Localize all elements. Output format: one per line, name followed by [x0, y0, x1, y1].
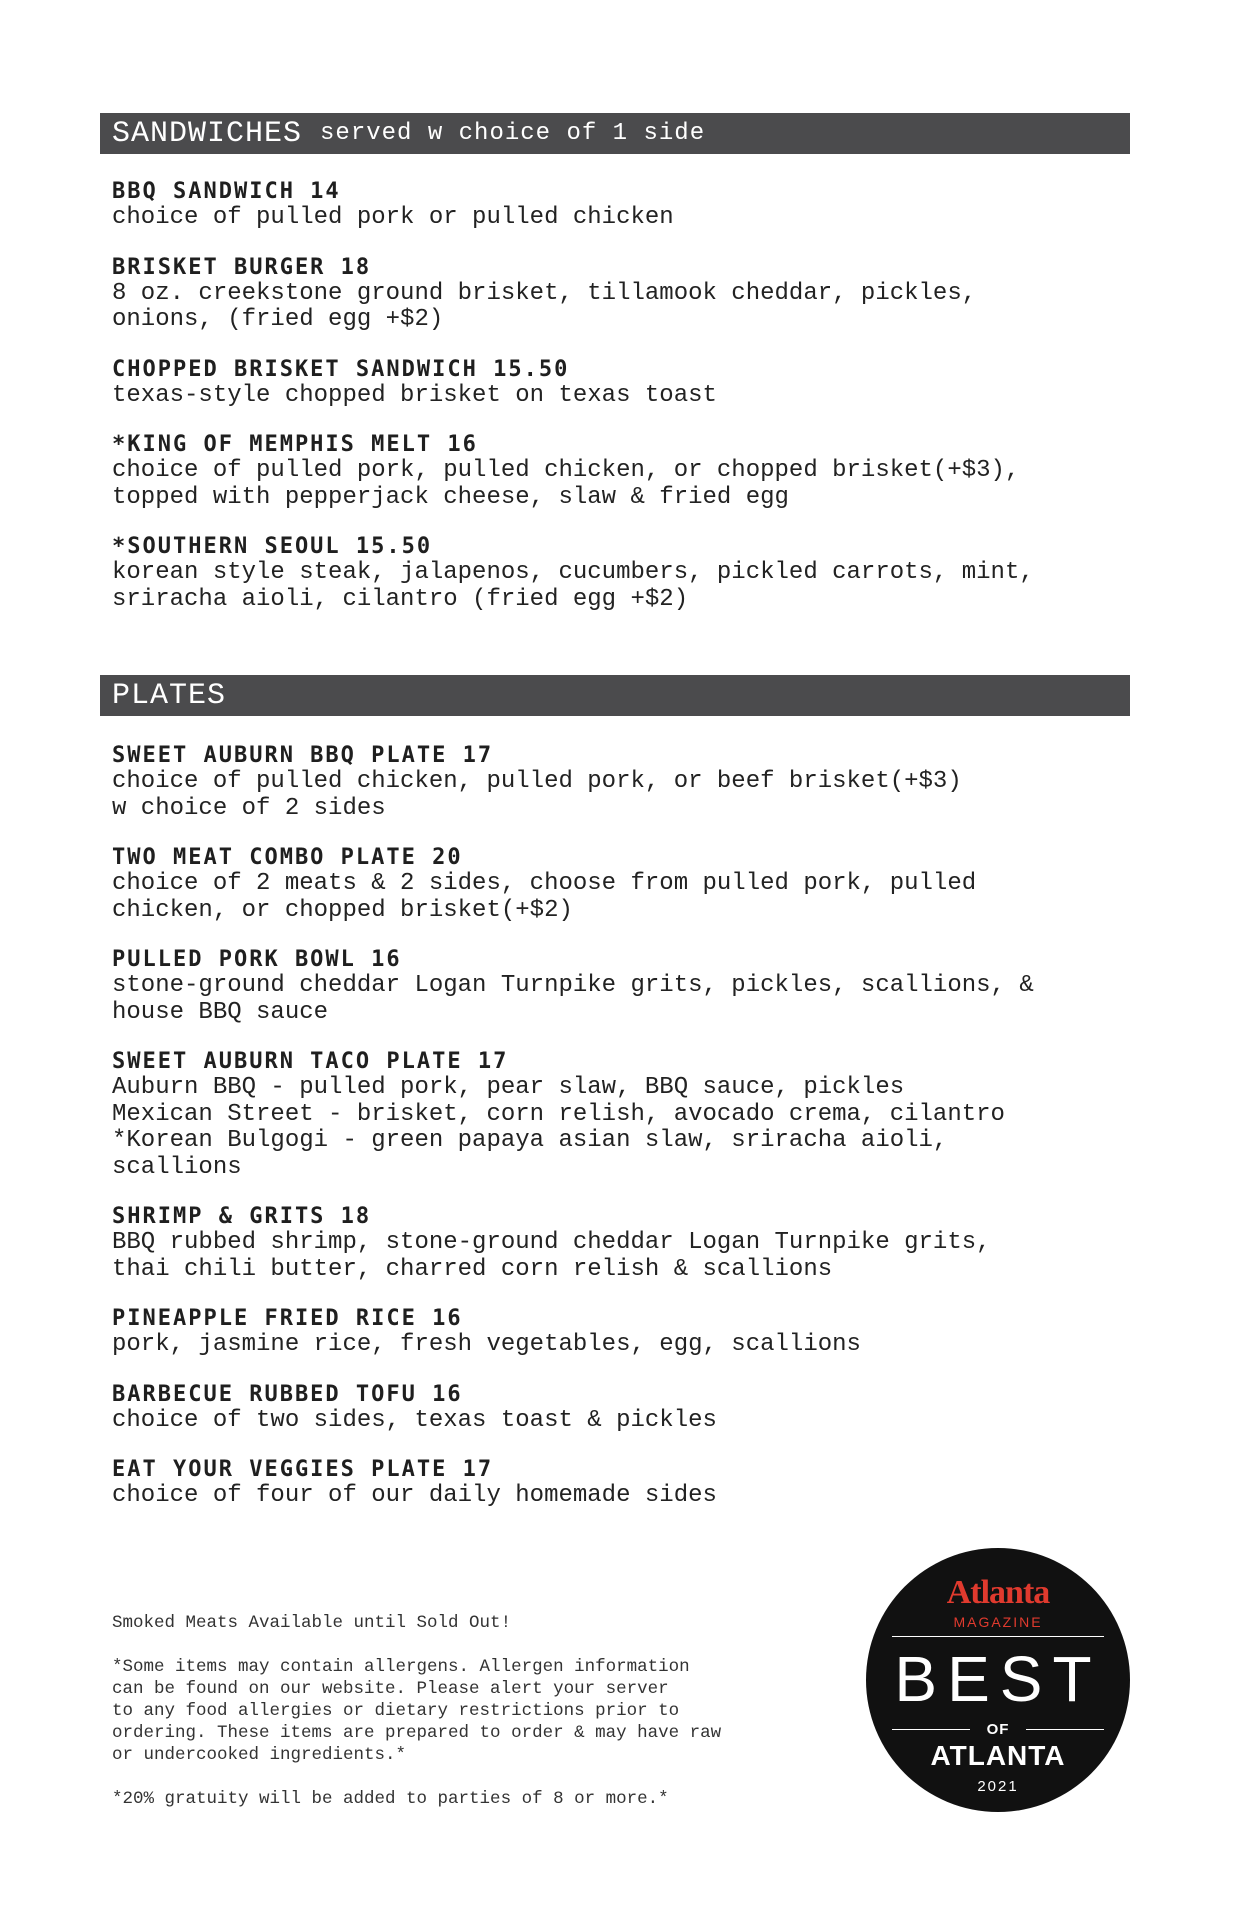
badge-best: BEST	[894, 1643, 1102, 1715]
menu-item	[112, 742, 1112, 822]
menu-item	[112, 1203, 1112, 1283]
menu-item	[112, 946, 1112, 1026]
badge-city: ATLANTA	[930, 1740, 1066, 1771]
badge-brand: Atlanta	[946, 1574, 1050, 1611]
item-name: *KING OF MEMPHIS MELT 16	[112, 432, 478, 457]
footer-notes	[112, 1612, 832, 1810]
item-name: BARBECUE RUBBED TOFU 16	[112, 1381, 463, 1407]
plates-list	[112, 742, 1112, 1532]
item-description: Auburn BBQ - pulled pork, pear slaw, BBQ sauce, pickles Mexican Street - brisket, corn relish, avocado crema, cilantro *Korean Bulgogi - green papaya asian slaw, sriracha aioli, scallions	[112, 1074, 1005, 1181]
badge-magazine: MAGAZINE	[953, 1614, 1043, 1630]
menu-item	[112, 533, 1112, 613]
item-description: choice of two sides, texas toast & pickles	[112, 1406, 717, 1434]
item-name: BBQ SANDWICH 14	[112, 179, 341, 204]
item-name: PINEAPPLE FRIED RICE 16	[112, 1306, 463, 1331]
item-description: choice of 2 meats & 2 sides, choose from pulled pork, pulled chicken, or chopped brisket(+$2)	[112, 870, 977, 924]
sandwiches-list	[112, 178, 1112, 635]
item-description: korean style steak, jalapenos, cucumbers, pickled carrots, mint, sriracha aioli, cilantro (fried egg +$2)	[112, 559, 1034, 613]
plates-header	[100, 675, 1130, 716]
menu-item	[112, 356, 1112, 410]
item-description: BBQ rubbed shrimp, stone-ground cheddar Logan Turnpike grits, thai chili butter, charred corn relish & scallions	[112, 1229, 991, 1283]
item-description: choice of four of our daily homemade sides	[112, 1482, 717, 1509]
item-description: 8 oz. creekstone ground brisket, tillamook cheddar, pickles, onions, (fried egg +$2)	[112, 279, 977, 333]
item-description: pork, jasmine rice, fresh vegetables, egg, scallions	[112, 1331, 861, 1358]
menu-item	[112, 1305, 1112, 1359]
item-name: SHRIMP & GRITS 18	[112, 1204, 372, 1229]
item-description: choice of pulled chicken, pulled pork, or beef brisket(+$3) w choice of 2 sides	[112, 768, 962, 822]
best-of-atlanta-badge	[866, 1548, 1130, 1812]
item-description: choice of pulled pork, pulled chicken, or chopped brisket(+$3), topped with pepperjack cheese, slaw & fried egg	[112, 457, 1020, 511]
badge-year: 2021	[977, 1778, 1019, 1795]
allergen-note: *Some items may contain allergens. Allergen information can be found on our website. Please alert your server to any food allergies or dietary restrictions prior to ordering. These items are prepared to order & may have raw or undercooked ingredients.*	[112, 1657, 722, 1765]
item-name: BRISKET BURGER 18	[112, 254, 372, 280]
item-name: *SOUTHERN SEOUL 15.50	[112, 534, 433, 559]
item-name: SWEET AUBURN TACO PLATE 17	[112, 1049, 509, 1074]
gratuity-note: *20% gratuity will be added to parties of 8 or more.*	[112, 1789, 669, 1809]
item-description: stone-ground cheddar Logan Turnpike grits, pickles, scallions, & house BBQ sauce	[112, 972, 1034, 1026]
sandwiches-subtitle: served w choice of 1 side	[320, 120, 706, 147]
sandwiches-header	[100, 113, 1130, 154]
item-name: TWO MEAT COMBO PLATE 20	[112, 845, 463, 870]
menu-item	[112, 178, 1112, 232]
item-description: choice of pulled pork or pulled chicken	[112, 204, 674, 231]
item-name: EAT YOUR VEGGIES PLATE 17	[112, 1457, 494, 1482]
menu-item	[112, 1048, 1112, 1181]
item-name: SWEET AUBURN BBQ PLATE 17	[112, 743, 494, 768]
menu-item	[112, 844, 1112, 924]
item-description: texas-style chopped brisket on texas toast	[112, 381, 717, 409]
menu-item	[112, 1381, 1112, 1435]
badge-divider	[1026, 1729, 1104, 1730]
availability-note: Smoked Meats Available until Sold Out!	[112, 1613, 512, 1633]
menu-item	[112, 431, 1112, 511]
plates-title: PLATES	[112, 678, 227, 713]
menu-item	[112, 254, 1112, 334]
badge-of: OF	[986, 1721, 1010, 1738]
menu-item	[112, 1456, 1112, 1510]
sandwiches-title: SANDWICHES	[112, 116, 303, 151]
item-name: PULLED PORK BOWL 16	[112, 947, 402, 972]
badge-divider	[892, 1636, 1104, 1637]
item-name: CHOPPED BRISKET SANDWICH 15.50	[112, 356, 570, 382]
